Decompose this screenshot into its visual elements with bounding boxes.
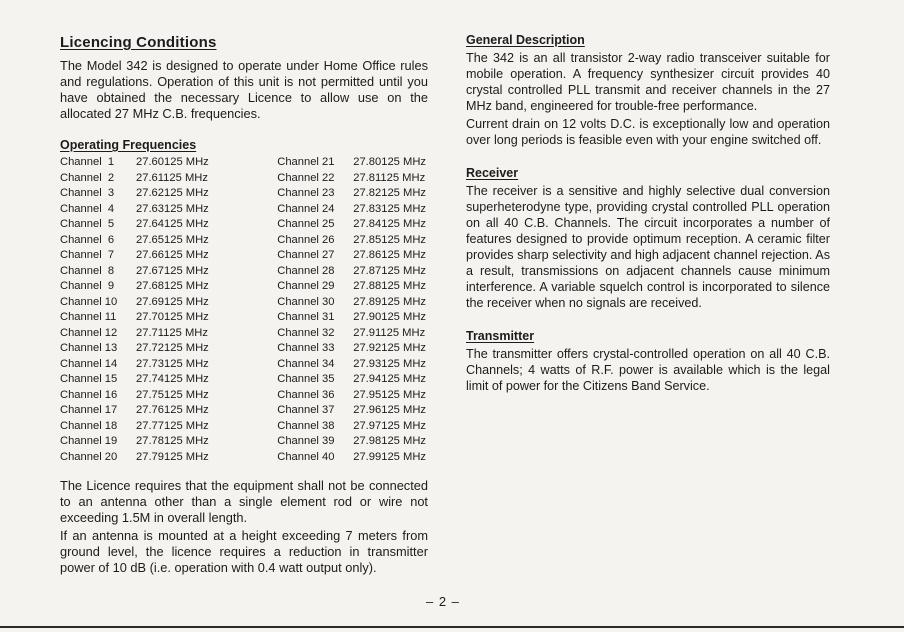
channel-label: Channel 11 [60,311,117,323]
frequency-row [60,202,209,218]
channel-label: Channel 26 [277,233,335,246]
channel-frequency: 27.74125 MHz [136,373,209,385]
channel-label: Channel 21 [277,156,335,168]
frequency-row [277,326,426,342]
frequency-row [60,264,209,280]
channel-label: Channel 6 [60,233,115,246]
channel-label: Channel 36 [277,388,335,401]
channel-label: Channel 23 [277,187,335,199]
channel-frequency: 27.82125 MHz [353,187,426,199]
channel-label: Channel 17 [60,404,118,416]
channel-label: Channel 8 [60,264,115,277]
channel-label: Channel 25 [277,218,335,230]
channel-frequency: 27.62125 MHz [136,187,209,199]
frequency-row [277,450,426,466]
channel-frequency: 27.84125 MHz [353,218,426,230]
channel-frequency: 27.69125 MHz [136,295,209,308]
channel-label: Channel 32 [277,326,335,339]
channel-frequency: 27.91125 MHz [353,326,426,339]
channel-frequency: 27.81125 MHz [353,171,426,184]
channel-frequency: 27.71125 MHz [136,326,208,339]
channel-frequency: 27.67125 MHz [136,264,209,277]
channel-label: Channel 35 [277,373,335,385]
bottom-edge-rule [0,626,904,628]
frequency-row [60,248,209,264]
frequency-row [60,357,209,373]
frequency-column-right [277,155,426,465]
licencing-conditions-heading: Licencing Conditions [60,34,217,51]
operating-frequencies-heading: Operating Frequencies [60,138,197,152]
frequency-row [277,171,426,187]
frequency-row [277,310,426,326]
frequency-row [60,450,209,466]
channel-label: Channel 24 [277,202,335,215]
channel-frequency: 27.94125 MHz [353,373,426,385]
frequency-row [60,434,209,450]
channel-frequency: 27.95125 MHz [353,388,426,401]
channel-label: Channel 16 [60,388,118,401]
channel-label: Channel 29 [277,280,335,292]
channel-label: Channel 30 [277,295,335,308]
channel-label: Channel 4 [60,202,115,215]
channel-frequency: 27.61125 MHz [136,171,208,184]
frequency-row [277,372,426,388]
channel-frequency: 27.85125 MHz [353,233,426,246]
channel-frequency: 27.70125 MHz [136,311,209,323]
frequency-row [277,202,426,218]
channel-frequency: 27.63125 MHz [136,202,209,215]
channel-frequency: 27.93125 MHz [353,357,426,370]
channel-frequency: 27.76125 MHz [136,404,209,416]
frequency-row [277,264,426,280]
channel-label: Channel 28 [277,264,335,277]
frequency-row [60,326,209,342]
frequency-row [60,310,209,326]
channel-frequency: 27.77125 MHz [136,419,209,432]
general-description-paragraph-1: The 342 is an all transistor 2-way radio transceiver suitable for mobile operation. A frequency synthesizer circuit provides 40 crystal controlled PLL transmit and receiver channels in the 27 MHz band, engineered for trouble-free performance. [466,51,830,113]
channel-label: Channel 19 [60,435,118,447]
channel-frequency: 27.75125 MHz [136,388,209,401]
receiver-paragraph: The receiver is a sensitive and highly selective dual conversion superheterodyne type, providing crystal controlled PLL operation on all 40 C.B. Channels. The circuit incorporates a number of features designed to provide optimum reception. A ceramic filter provides sharp selectivity and high adjacent channel rejection. As a result, transmissions on adjacent channels cause minimum interference. A variable squelch control is incorporated to silence the receiver when no signals are received. [466,184,830,310]
channel-frequency: 27.83125 MHz [353,202,426,215]
frequency-row [277,388,426,404]
channel-label: Channel 14 [60,357,118,370]
channel-frequency: 27.90125 MHz [353,311,426,323]
frequency-row [60,388,209,404]
channel-label: Channel 7 [60,249,115,261]
channel-label: Channel 1 [60,156,115,168]
frequency-row [60,171,209,187]
channel-frequency: 27.64125 MHz [136,218,209,230]
frequency-row [277,357,426,373]
channel-label: Channel 10 [60,295,118,308]
channel-label: Channel 22 [277,171,335,184]
channel-label: Channel 38 [277,419,335,432]
frequency-row [60,403,209,419]
frequency-row [277,419,426,435]
channel-frequency: 27.73125 MHz [136,357,209,370]
channel-frequency: 27.92125 MHz [353,342,426,354]
antenna-length-paragraph: The Licence requires that the equipment shall not be connected to an antenna other than a single element rod or wire not exceeding 1.5M in overall length. [60,478,428,525]
frequency-row [277,155,426,171]
channel-frequency: 27.98125 MHz [353,435,426,447]
frequency-table [60,155,426,465]
general-description-paragraph-2: Current drain on 12 volts D.C. is exceptionally low and operation over long periods is feasible even with your engine switched off. [466,117,830,147]
channel-frequency: 27.60125 MHz [136,156,209,168]
licencing-intro-paragraph: The Model 342 is designed to operate under Home Office rules and regulations. Operation of this unit is not permitted until you have obtained the necessary Licence to allow use on the allocated 27 MHz C.B. frequencies. [60,58,428,121]
transmitter-heading: Transmitter [466,329,535,343]
channel-label: Channel 12 [60,326,118,339]
general-description-heading: General Description [466,33,585,47]
antenna-height-paragraph: If an antenna is mounted at a height exceeding 7 meters from ground level, the licence requires a reduction in transmitter power of 10 dB (i.e. operation with 0.4 watt output only). [60,528,428,575]
frequency-row [60,186,209,202]
channel-frequency: 27.86125 MHz [353,249,426,261]
frequency-row [60,419,209,435]
frequency-row [60,372,209,388]
frequency-row [277,341,426,357]
frequency-row [60,155,209,171]
channel-frequency: 27.79125 MHz [136,450,209,463]
channel-label: Channel 27 [277,249,335,261]
channel-label: Channel 3 [60,187,115,199]
channel-frequency: 27.65125 MHz [136,233,209,246]
channel-label: Channel 40 [277,450,335,463]
channel-label: Channel 34 [277,357,335,370]
frequency-row [277,434,426,450]
right-column [466,33,830,394]
frequency-row [277,217,426,233]
frequency-column-left [60,155,209,465]
frequency-row [277,233,426,249]
channel-frequency: 27.78125 MHz [136,435,209,447]
channel-label: Channel 18 [60,419,118,432]
channel-label: Channel 33 [277,342,335,354]
channel-label: Channel 39 [277,435,335,447]
channel-frequency: 27.96125 MHz [353,404,426,416]
receiver-heading: Receiver [466,166,519,180]
channel-frequency: 27.97125 MHz [353,419,426,432]
frequency-row [60,295,209,311]
channel-label: Channel 5 [60,218,115,230]
frequency-row [277,279,426,295]
channel-frequency: 27.87125 MHz [353,264,426,277]
frequency-row [277,295,426,311]
channel-label: Channel 2 [60,171,115,184]
channel-frequency: 27.99125 MHz [353,450,426,463]
channel-label: Channel 31 [277,311,335,323]
frequency-row [60,341,209,357]
channel-label: Channel 13 [60,342,118,354]
frequency-row [60,279,209,295]
page-number: – 2 – [426,594,460,609]
channel-frequency: 27.89125 MHz [353,295,426,308]
channel-frequency: 27.68125 MHz [136,280,209,292]
channel-label: Channel 37 [277,404,335,416]
channel-frequency: 27.66125 MHz [136,249,209,261]
frequency-row [60,233,209,249]
channel-label: Channel 15 [60,373,118,385]
frequency-row [277,403,426,419]
channel-label: Channel 9 [60,280,115,292]
frequency-row [277,186,426,202]
frequency-row [60,217,209,233]
transmitter-paragraph: The transmitter offers crystal-controlled operation on all 40 C.B. Channels; 4 watts of R.F. power is available which is the legal limit of power for the Citizens Band Service. [466,347,830,393]
channel-frequency: 27.88125 MHz [353,280,426,292]
frequency-row [277,248,426,264]
channel-label: Channel 20 [60,450,118,463]
channel-frequency: 27.72125 MHz [136,342,209,354]
left-column [60,34,428,576]
channel-frequency: 27.80125 MHz [353,156,426,168]
